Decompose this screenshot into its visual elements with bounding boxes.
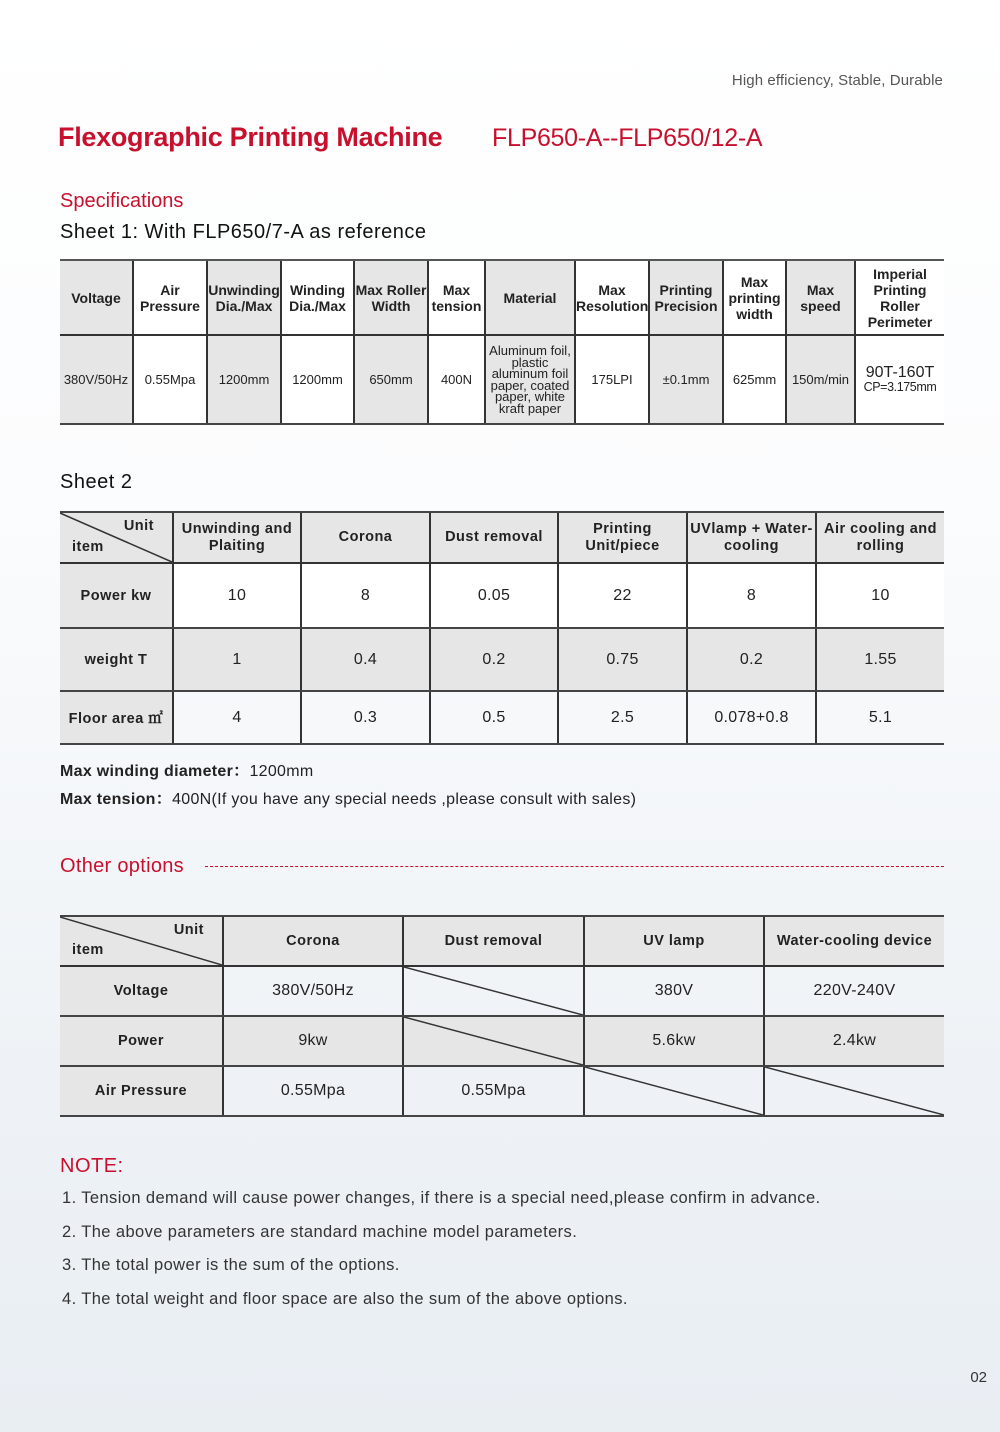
col-air-cooling-rolling: Air cooling and rolling — [816, 512, 944, 563]
table-row — [60, 1066, 944, 1116]
table-row — [60, 966, 944, 1016]
table-cell: 22 — [558, 563, 687, 628]
col-unwinding-plaiting: Unwinding and Plaiting — [173, 512, 301, 563]
other-options-heading: Other options — [60, 855, 184, 877]
empty-cell-slashed — [584, 1066, 764, 1116]
cell-winding-dia: 1200mm — [281, 335, 354, 424]
corner-item-label: item — [72, 942, 104, 958]
page-title: Flexographic Printing Machine — [58, 122, 443, 152]
fact-value: 400N(If you have any special needs ,please consult with sales) — [172, 791, 637, 808]
corner-unit-label: Unit — [123, 518, 154, 534]
col-max-printing-width: Max printing width — [723, 260, 786, 335]
sheet2-header-row — [60, 512, 944, 563]
table-cell: 0.55Mpa — [223, 1066, 403, 1116]
table-cell: 5.1 — [816, 691, 944, 744]
cell-air-pressure: 0.55Mpa — [133, 335, 207, 424]
row-label-voltage: Voltage — [60, 966, 223, 1016]
table-cell: 4 — [173, 691, 301, 744]
cell-voltage: 380V/50Hz — [60, 335, 133, 424]
model-range: FLP650-A--FLP650/12-A — [492, 124, 763, 152]
table-cell: 0.2 — [430, 628, 558, 691]
col-uvlamp-water-cooling: UVlamp + Water-cooling — [687, 512, 816, 563]
note-item: 3. The total power is the sum of the options. — [62, 1256, 400, 1274]
col-material: Material — [485, 260, 575, 335]
cell-material: Aluminum foil, plastic aluminum foil paper, coated paper, white kraft paper — [485, 335, 575, 424]
table-cell: 380V/50Hz — [223, 966, 403, 1016]
col-air-pressure: Air Pressure — [133, 260, 207, 335]
table-cell: 0.2 — [687, 628, 816, 691]
cell-max-tension: 400N — [428, 335, 485, 424]
col-unwinding-dia: Unwinding Dia./Max — [207, 260, 281, 335]
table-cell: 8 — [687, 563, 816, 628]
fact-value: 1200mm — [249, 763, 314, 780]
cell-max-printing-width: 625mm — [723, 335, 786, 424]
col-uv-lamp: UV lamp — [584, 916, 764, 966]
empty-cell-slashed — [764, 1066, 944, 1116]
diagonal-line — [765, 1067, 944, 1115]
note-item: 4. The total weight and floor space are also the sum of the above options. — [62, 1289, 628, 1308]
col-dust-removal: Dust removal — [403, 916, 584, 966]
row-label-weight: weight T — [60, 628, 173, 691]
dashed-divider — [205, 866, 944, 867]
col-voltage: Voltage — [60, 260, 133, 335]
row-label-power: Power — [60, 1016, 223, 1066]
table-cell: 220V-240V — [764, 966, 944, 1016]
table-cell: 0.3 — [301, 691, 430, 744]
other-header-row — [60, 916, 944, 966]
cell-max-roller-width: 650mm — [354, 335, 428, 424]
table-row — [60, 563, 944, 628]
empty-cell-slashed — [403, 1016, 584, 1066]
corner-cell — [60, 916, 223, 966]
col-printing-precision: Printing Precision — [649, 260, 723, 335]
sheet1-table — [60, 259, 944, 425]
max-winding-diameter — [60, 758, 314, 781]
col-corona: Corona — [301, 512, 430, 563]
sheet1-header-row — [60, 260, 944, 335]
table-cell: 10 — [173, 563, 301, 628]
note-heading: NOTE: — [60, 1155, 124, 1177]
cell-roller-perimeter — [855, 335, 944, 424]
cell-max-speed: 150m/min — [786, 335, 855, 424]
table-row — [60, 691, 944, 744]
col-winding-dia: Winding Dia./Max — [281, 260, 354, 335]
sheet1-heading: Sheet 1: With FLP650/7-A as reference — [60, 221, 427, 243]
specifications-heading: Specifications — [60, 190, 184, 212]
other-options-table — [60, 915, 944, 1117]
cell-printing-precision: ±0.1mm — [649, 335, 723, 424]
page-number: 02 — [970, 1369, 987, 1386]
roller-cp: CP=3.175mm — [863, 380, 937, 394]
table-cell: 8 — [301, 563, 430, 628]
sheet2-heading: Sheet 2 — [60, 471, 133, 493]
col-corona: Corona — [223, 916, 403, 966]
empty-cell-slashed — [403, 966, 584, 1016]
row-label-air-pressure: Air Pressure — [60, 1066, 223, 1116]
row-label-power: Power kw — [60, 563, 173, 628]
col-max-roller-width: Max Roller Width — [354, 260, 428, 335]
col-water-cooling-device: Water-cooling device — [764, 916, 944, 966]
note-item: 1. Tension demand will cause power changes, if there is a special need,please confirm in advance. — [62, 1189, 821, 1207]
diagonal-line — [404, 967, 583, 1015]
table-cell: 0.4 — [301, 628, 430, 691]
corner-item-label: item — [72, 539, 104, 555]
corner-unit-label: Unit — [173, 922, 204, 938]
col-max-tension: Max tension — [428, 260, 485, 335]
cell-max-resolution: 175LPI — [575, 335, 649, 424]
row-label-floor-area: Floor area ㎡ — [60, 691, 173, 744]
table-cell: 0.05 — [430, 563, 558, 628]
table-row — [60, 1016, 944, 1066]
col-printing-unit: Printing Unit/piece — [558, 512, 687, 563]
max-tension-note — [60, 786, 636, 809]
table-cell: 2.5 — [558, 691, 687, 744]
col-max-resolution: Max Resolution — [575, 260, 649, 335]
diagonal-line — [404, 1017, 583, 1065]
col-max-speed: Max speed — [786, 260, 855, 335]
table-cell: 0.5 — [430, 691, 558, 744]
corner-cell — [60, 512, 173, 563]
table-cell: 5.6kw — [584, 1016, 764, 1066]
notes-list — [62, 1187, 821, 1321]
table-cell: 2.4kw — [764, 1016, 944, 1066]
fact-label: Max tension： — [60, 791, 173, 808]
table-cell: 1 — [173, 628, 301, 691]
note-item: 2. The above parameters are standard machine model parameters. — [62, 1222, 578, 1241]
roller-range: 90T-160T — [865, 364, 935, 381]
fact-label: Max winding diameter： — [60, 763, 250, 780]
table-cell: 380V — [584, 966, 764, 1016]
table-row — [60, 335, 944, 424]
table-cell: 0.078+0.8 — [687, 691, 816, 744]
tagline: High efficiency, Stable, Durable — [731, 72, 943, 89]
col-roller-perimeter: Imperial Printing Roller Perimeter — [855, 260, 944, 335]
cell-unwinding-dia: 1200mm — [207, 335, 281, 424]
table-row — [60, 628, 944, 691]
table-cell: 0.75 — [558, 628, 687, 691]
table-cell: 9kw — [223, 1016, 403, 1066]
sheet2-table — [60, 511, 944, 745]
diagonal-line — [585, 1067, 763, 1115]
table-cell: 10 — [816, 563, 944, 628]
col-dust-removal: Dust removal — [430, 512, 558, 563]
table-cell: 0.55Mpa — [403, 1066, 584, 1116]
table-cell: 1.55 — [816, 628, 944, 691]
